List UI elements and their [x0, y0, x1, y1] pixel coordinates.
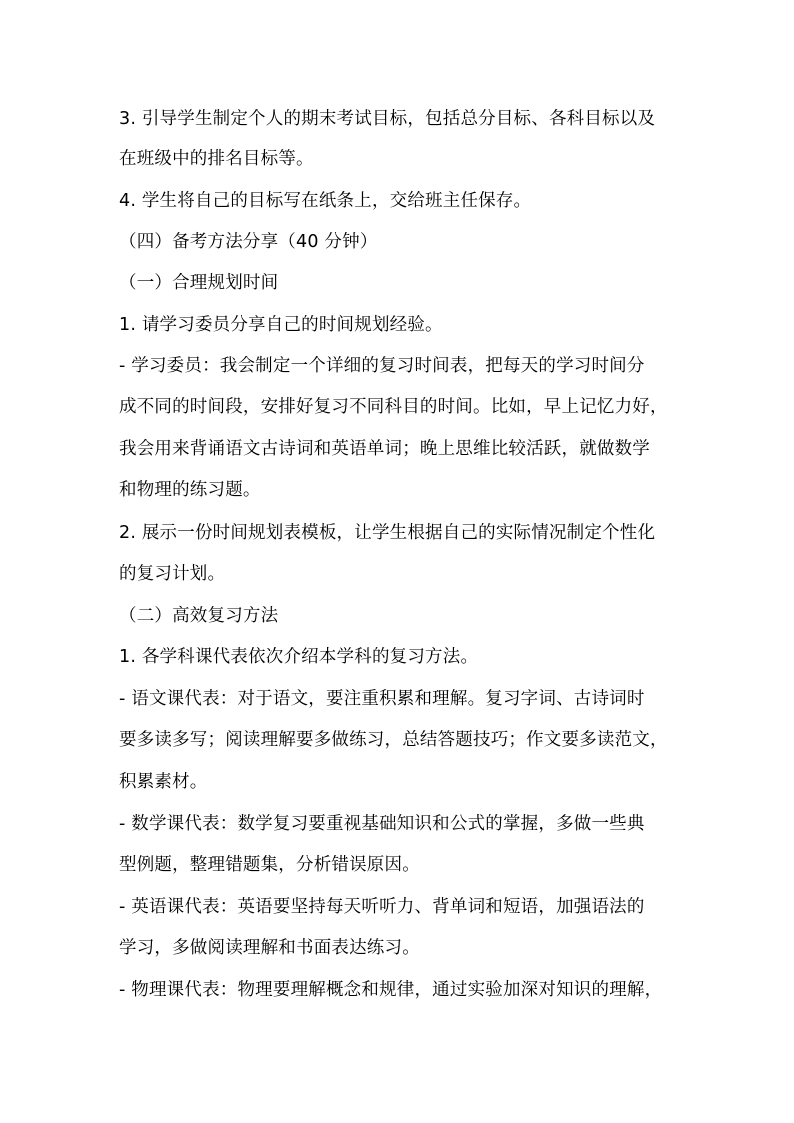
- text-line: - 数学课代表：数学复习要重视基础知识和公式的掌握，多做一些典: [119, 814, 645, 834]
- text-line: - 物理课代表：物理要理解概念和规律，通过实验加深对知识的理解，: [119, 980, 663, 1000]
- text-line: 4. 学生将自己的目标写在纸条上，交给班主任保存。: [119, 191, 532, 211]
- text-line: 我会用来背诵语文古诗词和英语单词；晚上思维比较活跃，就做数学: [119, 439, 650, 459]
- text-line: - 英语课代表：英语要坚持每天听听力、背单词和短语，加强语法的: [119, 897, 645, 917]
- text-line: - 语文课代表：对于语文，要注重积累和理解。复习字词、古诗词时: [119, 689, 645, 709]
- subsection-heading: （一）合理规划时间: [119, 273, 279, 293]
- text-line: 的复习计划。: [119, 564, 226, 584]
- text-line: 要多读多写；阅读理解要多做练习，总结答题技巧；作文要多读范文，: [119, 730, 668, 750]
- text-line: 3. 引导学生制定个人的期末考试目标，包括总分目标、各科目标以及: [119, 109, 656, 129]
- subsection-heading: （二）高效复习方法: [119, 606, 279, 626]
- text-line: 积累素材。: [119, 772, 208, 792]
- text-line: 型例题，整理错题集，分析错误原因。: [119, 855, 420, 875]
- text-line: 1. 各学科课代表依次介绍本学科的复习方法。: [119, 647, 479, 667]
- text-line: - 学习委员：我会制定一个详细的复习时间表，把每天的学习时间分: [119, 356, 645, 376]
- text-line: 在班级中的排名目标等。: [119, 149, 314, 169]
- text-line: 学习，多做阅读理解和书面表达练习。: [119, 938, 420, 958]
- text-line: 1. 请学习委员分享自己的时间规划经验。: [119, 315, 443, 335]
- text-line: 成不同的时间段，安排好复习不同科目的时间。比如，早上记忆力好，: [119, 397, 668, 417]
- section-heading: （四）备考方法分享（40 分钟）: [119, 232, 378, 252]
- text-line: 和物理的练习题。: [119, 480, 261, 500]
- text-line: 2. 展示一份时间规划表模板，让学生根据自己的实际情况制定个性化: [119, 523, 656, 543]
